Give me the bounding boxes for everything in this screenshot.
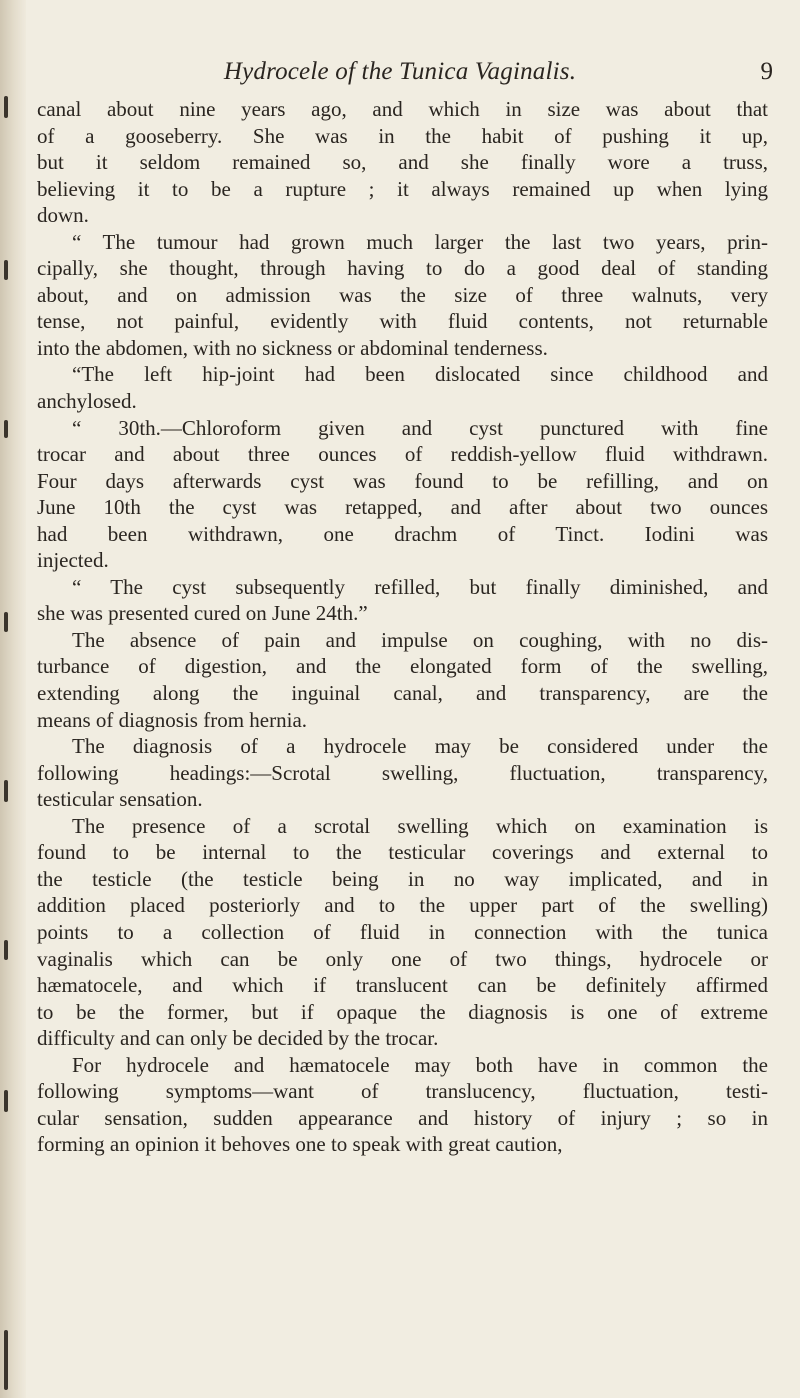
text-line: found to be internal to the testicular coverings and external to [37,840,768,865]
binding-edge-mark [4,780,8,802]
binding-edge-mark [4,612,8,632]
text-line: difficulty and can only be decided by the trocar. [37,1026,439,1051]
text-line: down. [37,203,89,228]
text-line: Four days afterwards cyst was found to be refilling, and on [37,468,768,493]
text-line: injected. [37,548,109,573]
text-line: cipally, she thought, through having to do a good deal of standing [37,256,768,281]
text-line: addition placed posteriorly and to the upper part of the swelling) [37,893,768,918]
text-line: “ The tumour had grown much larger the last two years, prin- [72,229,768,254]
text-line: but it seldom remained so, and she finally wore a truss, [37,150,768,175]
text-line: the testicle (the testicle being in no way implicated, and in [37,866,768,891]
text-line: testicular sensation. [37,787,203,812]
binding-edge-mark [4,1090,8,1112]
text-line: means of diagnosis from hernia. [37,707,308,732]
running-head [0,58,800,92]
binding-edge-mark [4,260,8,280]
text-line: to be the former, but if opaque the diagnosis is one of extreme [37,999,768,1024]
text-line: The absence of pain and impulse on coughing, with no dis- [72,627,768,652]
text-line: anchylosed. [37,389,137,414]
text-line: vaginalis which can be only one of two things, hydrocele or [37,946,768,971]
text-line: forming an opinion it behoves one to speak with great caution, [37,1132,563,1157]
text-line: tense, not painful, evidently with fluid contents, not returnable [37,309,768,334]
text-line: For hydrocele and hæmatocele may both have in common the [72,1052,768,1077]
page-binding-gutter [0,0,26,1398]
binding-edge-mark [4,420,8,438]
text-line: following symptoms—want of translucency, fluctuation, testi- [37,1079,768,1104]
body-text [37,96,768,1158]
text-line: canal about nine years ago, and which in size was about that [37,97,768,121]
text-line: “ The cyst subsequently refilled, but finally diminished, and [72,574,768,599]
text-line: “ 30th.—Chloroform given and cyst punctured with fine [72,415,768,440]
text-line: following headings:—Scrotal swelling, fluctuation, transparency, [37,760,768,785]
page-number: 9 [760,58,773,85]
text-line: cular sensation, sudden appearance and history of injury ; so in [37,1105,768,1130]
text-line: The diagnosis of a hydrocele may be considered under the [72,734,768,759]
text-line: about, and on admission was the size of three walnuts, very [37,282,768,307]
text-line: June 10th the cyst was retapped, and after about two ounces [37,495,768,520]
text-line: hæmatocele, and which if translucent can be definitely affirmed [37,973,768,998]
text-line: extending along the inguinal canal, and transparency, are the [37,681,768,706]
text-line: The presence of a scrotal swelling which on examination is [72,813,768,838]
text-line: turbance of digestion, and the elongated form of the swelling, [37,654,768,679]
binding-edge-mark [4,940,8,960]
binding-edge-mark [4,96,8,118]
text-line: she was presented cured on June 24th.” [37,601,368,626]
running-head-title: Hydrocele of the Tunica Vaginalis. [223,58,577,85]
text-line: had been withdrawn, one drachm of Tinct. Iodini was [37,521,768,546]
text-line: points to a collection of fluid in connection with the tunica [37,919,768,944]
text-line: of a gooseberry. She was in the habit of pushing it up, [37,123,768,148]
text-line: “The left hip-joint had been dislocated since childhood and [72,362,768,387]
text-line: into the abdomen, with no sickness or abdominal tenderness. [37,335,548,360]
binding-edge-mark [4,1330,8,1390]
text-line: believing it to be a rupture ; it always remained up when lying [37,176,768,201]
text-line: trocar and about three ounces of reddish-yellow fluid withdrawn. [37,442,768,467]
